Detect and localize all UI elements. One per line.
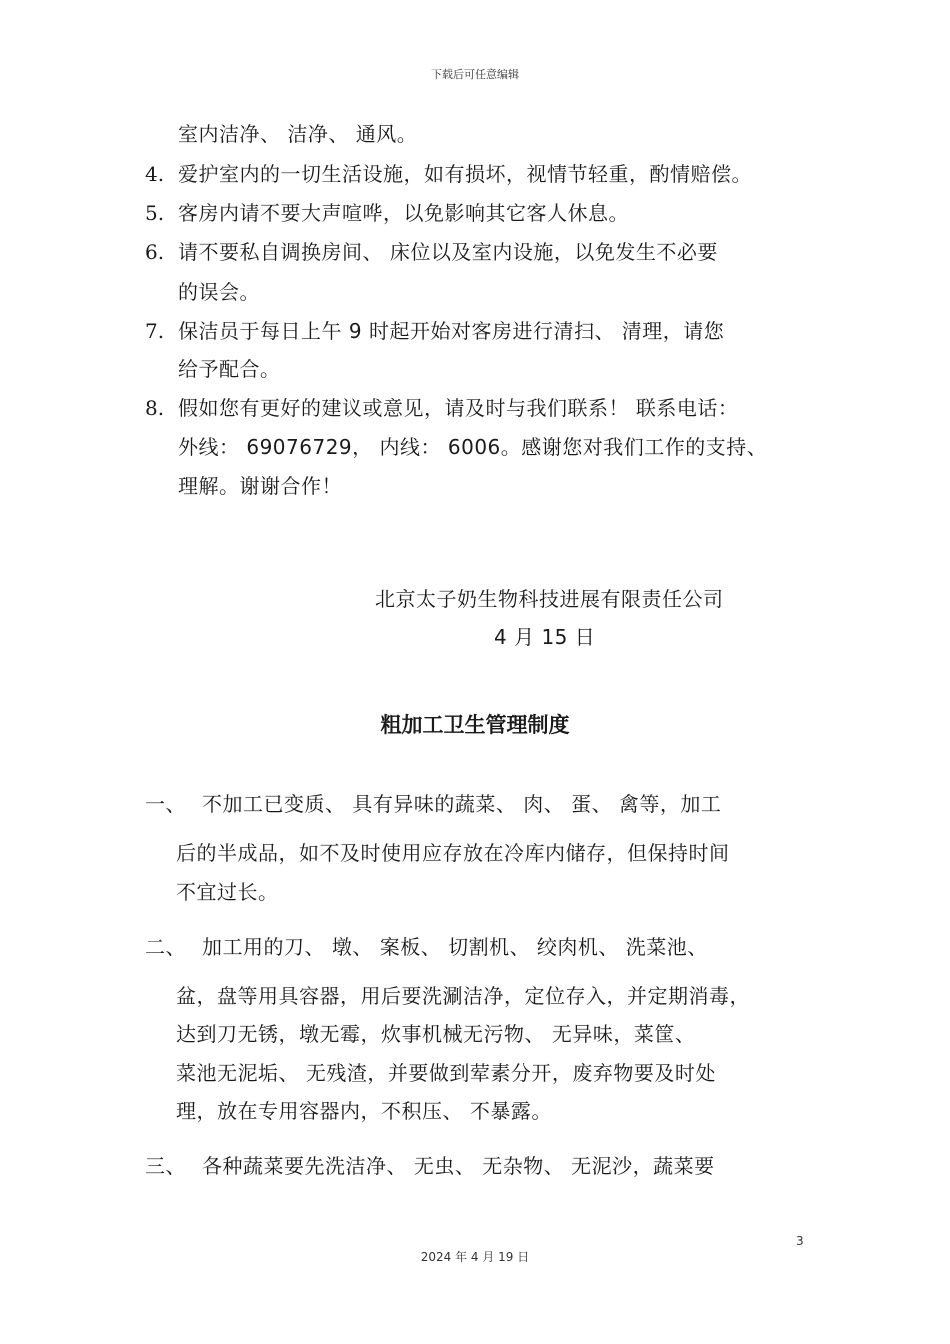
para-text: 各种蔬菜要先洗洁净、 无虫、 无杂物、 无泥沙，蔬菜要 — [202, 1154, 715, 1178]
page-header: 下载后可任意编辑 — [431, 68, 519, 81]
para-text: 加工用的刀、 墩、 案板、 切割机、 绞肉机、 洗菜池、 — [202, 935, 708, 959]
para-text: 不加工已变质、 具有异味的蔬菜、 肉、 蛋、 禽等，加工 — [202, 792, 722, 816]
rule-text: 客房内请不要大声喧哗，以免影响其它客人休息。 — [178, 201, 629, 225]
rule-text: 理解。谢谢合作！ — [178, 474, 342, 498]
para-text: 菜池无泥垢、 无残渣，并要做到荤素分开，废弃物要及时处 — [176, 1061, 716, 1085]
rule-number: 4. — [145, 162, 165, 186]
para-number: 二、 — [145, 935, 186, 959]
rule-text: 给予配合。 — [178, 357, 281, 381]
page-number: 3 — [796, 1234, 804, 1248]
rule-number: 8. — [145, 396, 165, 420]
section-title: 粗加工卫生管理制度 — [380, 713, 570, 737]
rule-text: 假如您有更好的建议或意见，请及时与我们联系！ 联系电话： — [178, 396, 739, 420]
para-number: 三、 — [145, 1154, 186, 1178]
rule-text: 请不要私自调换房间、 床位以及室内设施，以免发生不必要 — [178, 240, 718, 264]
rule-number: 7. — [145, 319, 165, 343]
para-text: 后的半成品，如不及时使用应存放在冷库内储存，但保持时间 — [176, 841, 730, 865]
rule-text: 外线： 69076729， 内线： 6006。感谢您对我们工作的支持、 — [178, 435, 768, 459]
footer-date: 2024 年 4 月 19 日 — [420, 1250, 530, 1264]
rule-text: 爱护室内的一切生活设施，如有损坏，视情节轻重，酌情赔偿。 — [178, 162, 752, 186]
rule-number: 5. — [145, 201, 165, 225]
para-text: 理，放在专用容器内，不积压、 不暴露。 — [176, 1099, 552, 1123]
rule-number: 6. — [145, 240, 165, 264]
para-text: 盆，盘等用具容器，用后要洗涮洁净，定位存入，并定期消毒， — [176, 984, 750, 1008]
rule-text: 的误会。 — [178, 280, 260, 304]
signature-date: 4 月 15 日 — [494, 625, 596, 649]
rule-3-continuation: 室内洁净、 洁净、 通风。 — [178, 122, 418, 146]
para-number: 一、 — [145, 792, 186, 816]
para-text: 达到刀无锈，墩无霉，炊事机械无污物、 无异味，菜筐、 — [176, 1022, 696, 1046]
rule-text: 保洁员于每日上午 9 时起开始对客房进行清扫、 清理，请您 — [178, 319, 725, 343]
signature-company: 北京太子奶生物科技进展有限责任公司 — [375, 587, 724, 611]
para-text: 不宜过长。 — [176, 880, 279, 904]
